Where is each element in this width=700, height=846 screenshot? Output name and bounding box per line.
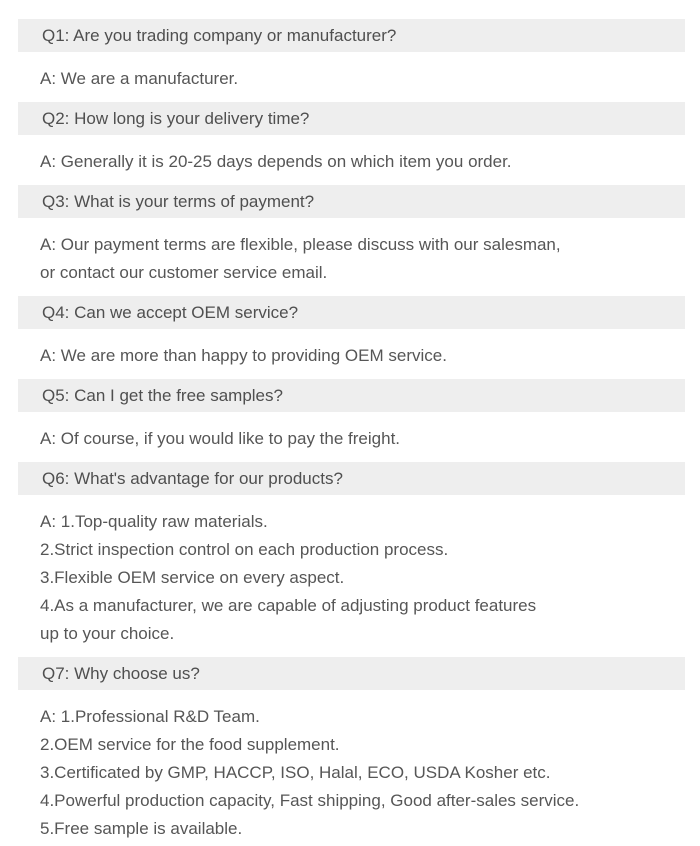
answer-block [40, 148, 685, 176]
faq-item-q6 [0, 462, 700, 648]
question-bar [18, 185, 685, 218]
question-text: Q6: What's advantage for our products? [42, 469, 343, 488]
faq-item-q4 [0, 296, 700, 370]
answer-line: up to your choice. [40, 624, 175, 643]
answer-line: A: Of course, if you would like to pay the freight. [40, 429, 401, 448]
question-text: Q7: Why choose us? [42, 664, 200, 683]
question-bar [18, 462, 685, 495]
answer-block [40, 508, 685, 648]
answer-line: 4.As a manufacturer, we are capable of adjusting product features [40, 596, 537, 615]
answer-line: A: 1.Professional R&D Team. [40, 707, 260, 726]
answer-block [40, 703, 685, 843]
question-bar [18, 657, 685, 690]
question-text: Q4: Can we accept OEM service? [42, 303, 299, 322]
answer-line: 4.Powerful production capacity, Fast shipping, Good after-sales service. [40, 791, 580, 810]
answer-line: A: Our payment terms are flexible, please discuss with our salesman, [40, 235, 561, 254]
answer-block [40, 342, 685, 370]
answer-line: 3.Certificated by GMP, HACCP, ISO, Halal, ECO, USDA Kosher etc. [40, 763, 551, 782]
answer-block [40, 231, 685, 287]
answer-line: 5.Free sample is available. [40, 819, 243, 838]
faq-item-q7 [0, 657, 700, 843]
question-bar [18, 379, 685, 412]
answer-block [40, 65, 685, 93]
question-bar [18, 102, 685, 135]
answer-line: A: Generally it is 20-25 days depends on which item you order. [40, 152, 512, 171]
faq-item-q1 [0, 19, 700, 93]
answer-line: A: We are more than happy to providing OEM service. [40, 346, 447, 365]
answer-line: A: We are a manufacturer. [40, 69, 239, 88]
answer-block [40, 425, 685, 453]
question-text: Q3: What is your terms of payment? [42, 192, 315, 211]
faq-item-q3 [0, 185, 700, 287]
answer-line: 2.Strict inspection control on each production process. [40, 540, 449, 559]
answer-line: or contact our customer service email. [40, 263, 328, 282]
question-text: Q5: Can I get the free samples? [42, 386, 283, 405]
answer-line: 3.Flexible OEM service on every aspect. [40, 568, 345, 587]
faq-item-q2 [0, 102, 700, 176]
question-text: Q2: How long is your delivery time? [42, 109, 310, 128]
answer-line: A: 1.Top-quality raw materials. [40, 512, 268, 531]
answer-line: 2.OEM service for the food supplement. [40, 735, 340, 754]
faq-item-q5 [0, 379, 700, 453]
question-bar [18, 296, 685, 329]
question-text: Q1: Are you trading company or manufacturer? [42, 26, 397, 45]
question-bar [18, 19, 685, 52]
